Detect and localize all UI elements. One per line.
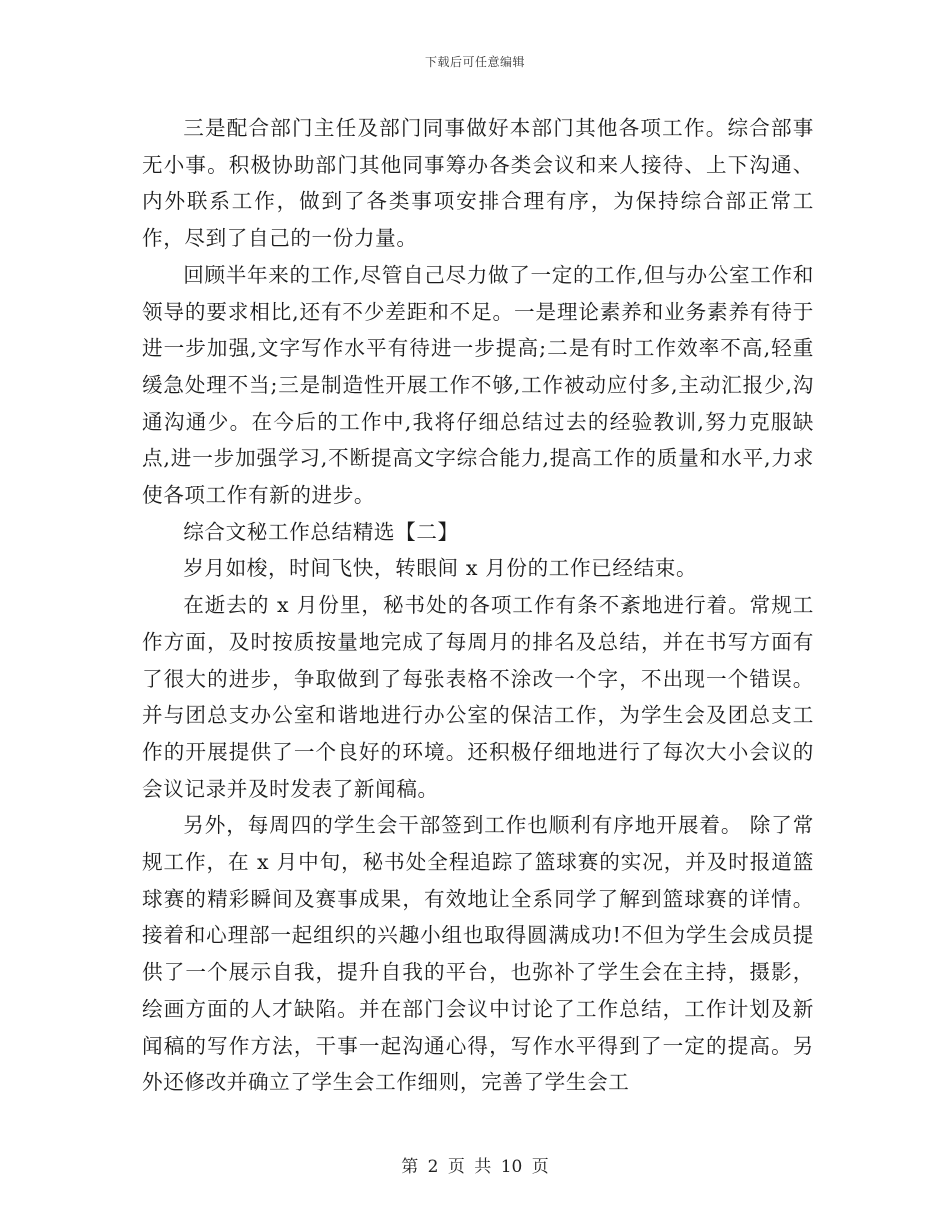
paragraph: 岁月如梭，时间飞快，转眼间 x 月份的工作已经结束。 (183, 556, 698, 581)
page-number-footer: 第 2 页 共 10 页 (401, 1157, 549, 1177)
paragraph: 另外，每周四的学生会干部签到工作也顺利有序地开展着。 除了常规工作，在 x 月中旬，秘书处全程追踪了篮球赛的实况，并及时报道篮球赛的精彩瞬间及赛事成果，有效地让全系同学了解到篮球赛的详情。接着和心理部一起组织的兴趣小组也取得圆满成功!不但为学生会成员提供了一个展示自我，提升自我的平台，也弥补了学生会在主持，摄影，绘画方面的人才缺陷。并在部门会议中讨论了工作总结，工作计划及新闻稿的写作方法，干事一起沟通心得，写作水平得到了一定的提高。另外还修改并确立了学生会工作细则，完善了学生会工 (142, 813, 814, 1095)
page-header: 下载后可任意编辑 (424, 55, 525, 69)
paragraph: 回顾半年来的工作,尽管自己尽力做了一定的工作,但与办公室工作和领导的要求相比,还有不少差距和不足。一是理论素养和业务素养有待于进一步加强,文字写作水平有待进一步提高;二是有时工作效率不高,轻重缓急处理不当;三是制造性开展工作不够,工作被动应付多,主动汇报少,沟通沟通少。在今后的工作中,我将仔细总结过去的经验教训,努力克服缺点,进一步加强学习,不断提高文字综合能力,提高工作的质量和水平,力求使各项工作有新的进步。 (142, 262, 814, 508)
document-body (142, 110, 814, 1101)
paragraph: 在逝去的 x 月份里，秘书处的各项工作有条不紊地进行着。常规工作方面，及时按质按量地完成了每周月的排名及总结，并在书写方面有了很大的进步，争取做到了每张表格不涂改一个字，不出现一个错误。并与团总支办公室和谐地进行办公室的保洁工作，为学生会及团总支工作的开展提供了一个良好的环境。还积极仔细地进行了每次大小会议的会议记录并及时发表了新闻稿。 (142, 593, 814, 801)
section-heading: 综合文秘工作总结精选【二】 (183, 519, 459, 544)
paragraph: 三是配合部门主任及部门同事做好本部门其他各项工作。综合部事无小事。积极协助部门其他同事筹办各类会议和来人接待、上下沟通、内外联系工作，做到了各类事项安排合理有序，为保持综合部正常工作，尽到了自己的一份力量。 (142, 116, 814, 251)
